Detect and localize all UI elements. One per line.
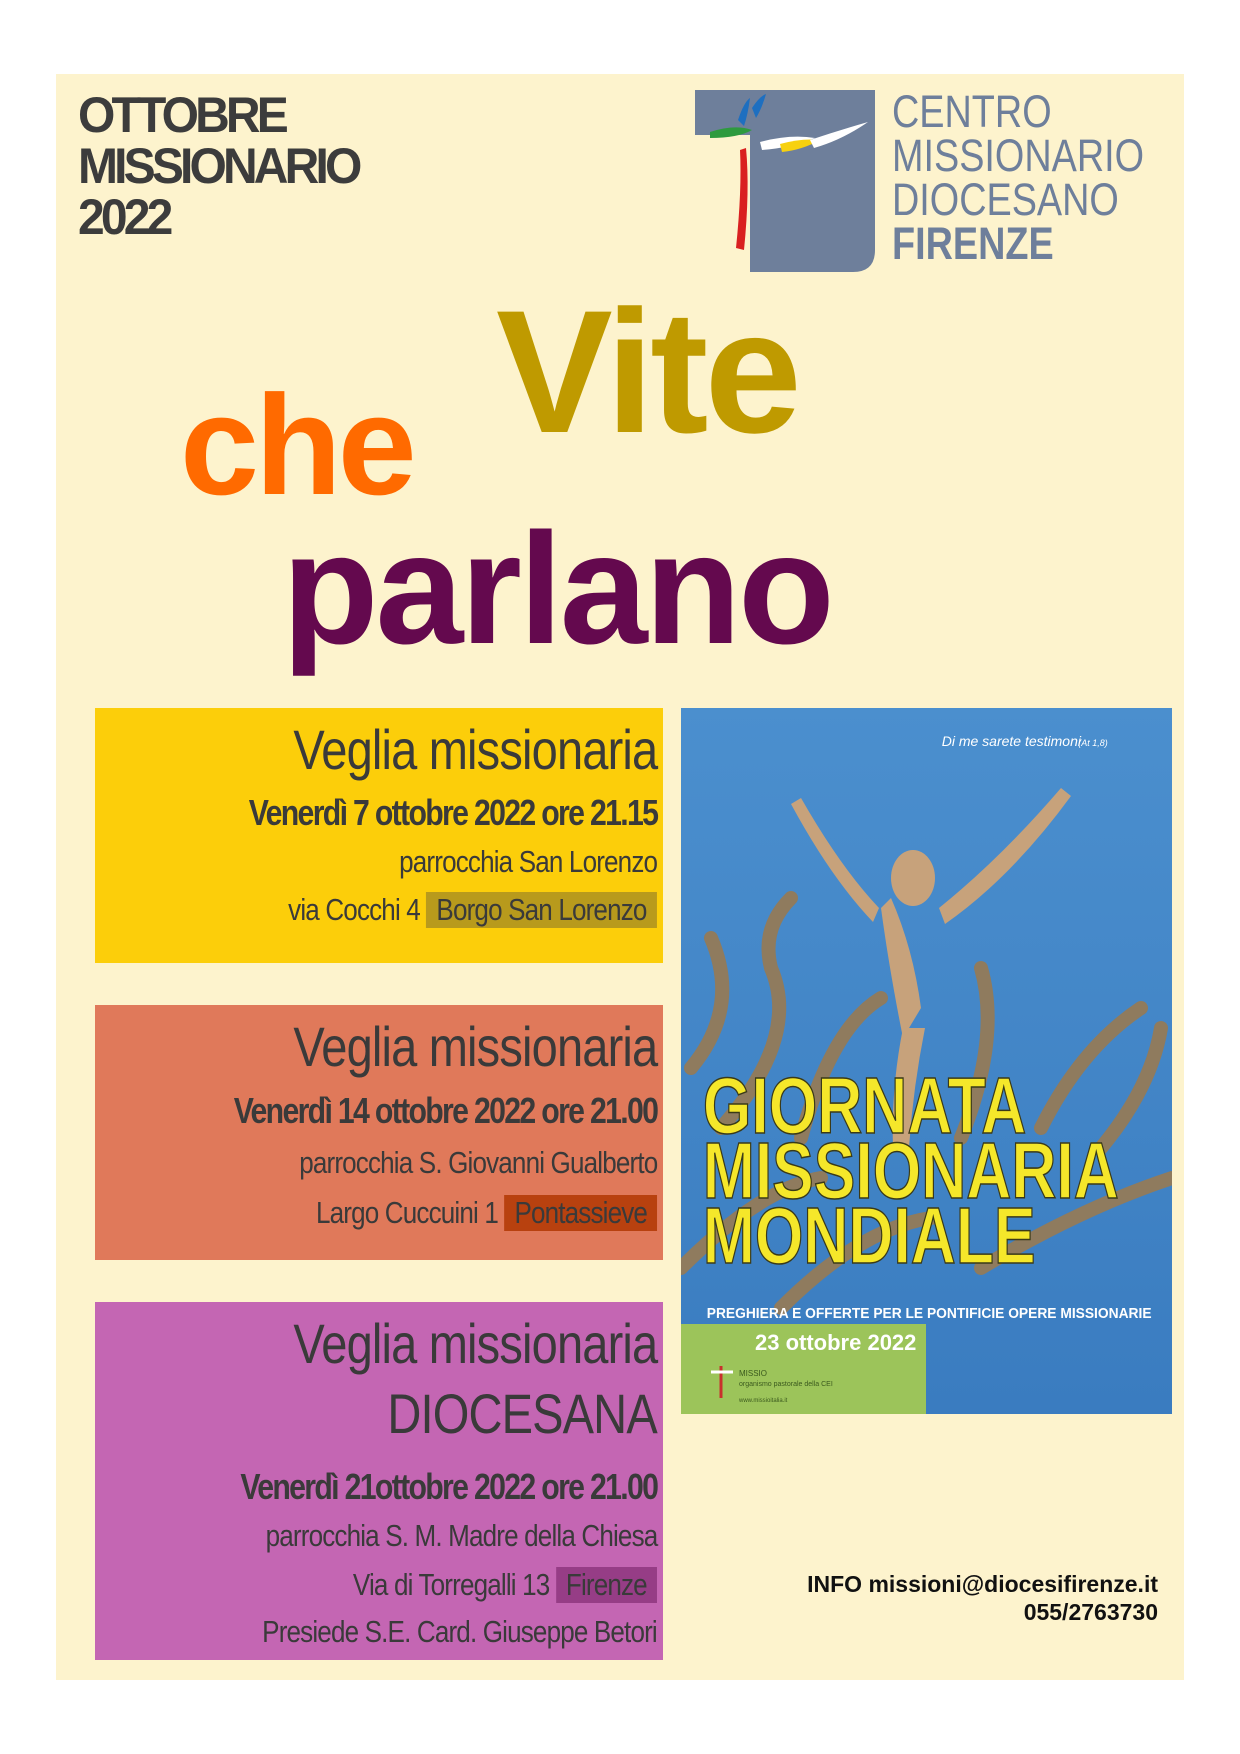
- event-card-2: [95, 1005, 663, 1260]
- event-1-parish: parrocchia San Lorenzo: [398, 844, 657, 879]
- contact-phone: 055/2763730: [1023, 1599, 1158, 1625]
- cross-logo-icon: [690, 90, 880, 272]
- logo-line-1: CENTRO: [892, 86, 1052, 137]
- event-1-address: via Cocchi 4: [288, 892, 421, 927]
- gmm-subtitle: PREGHIERA E OFFERTE PER LE PONTIFICIE OPERE MISSIONARIE: [706, 1305, 1152, 1323]
- contact-info: [807, 1570, 1158, 1626]
- event-3-heading: Veglia missionaria: [292, 1312, 657, 1375]
- event-2-address: Largo Cuccuini 1: [315, 1195, 498, 1230]
- gmm-url: www.missioitalia.it: [739, 1398, 788, 1404]
- event-card-3: [95, 1302, 663, 1660]
- heading-line-2: MISSIONARIO: [78, 138, 359, 194]
- event-2-date: Venerdì 14 ottobre 2022 ore 21.00: [233, 1090, 657, 1131]
- gmm-date: 23 ottobre 2022: [755, 1330, 917, 1355]
- event-2-place-badge: Pontassieve: [504, 1195, 657, 1231]
- gmm-org-desc: organismo pastorale della CEI: [739, 1381, 833, 1388]
- title-word-vite: Vite: [496, 275, 798, 470]
- heading-line-1: OTTOBRE: [78, 87, 285, 143]
- logo-line-4: FIRENZE: [892, 218, 1054, 269]
- giornata-missionaria-poster: [681, 708, 1172, 1414]
- event-1-place-badge: Borgo San Lorenzo: [427, 892, 657, 928]
- centro-missionario-logo-text: [892, 86, 1145, 269]
- event-3-place-badge: Firenze: [556, 1567, 657, 1603]
- event-3-date: Venerdì 21ottobre 2022 ore 21.00: [240, 1466, 657, 1507]
- event-card-1: [95, 708, 663, 963]
- event-3-address-line: [353, 1567, 657, 1603]
- gmm-title-line-1: GIORNATA: [702, 1061, 1027, 1151]
- gmm-org: MISSIO: [739, 1369, 768, 1378]
- logo-line-3: DIOCESANO: [892, 174, 1119, 225]
- event-3-heading-diocesana: DIOCESANA: [387, 1382, 657, 1445]
- event-1-address-line: [289, 892, 657, 928]
- event-3-presides: Presiede S.E. Card. Giuseppe Betori: [262, 1614, 657, 1649]
- heading-line-3: 2022: [78, 189, 170, 245]
- gmm-tagline: Di me sarete testimoni: [941, 733, 1081, 749]
- event-2-address-line: [316, 1195, 657, 1231]
- ottobre-missionario-heading: [78, 87, 359, 245]
- event-1-heading: Veglia missionaria: [292, 718, 657, 781]
- logo-line-2: MISSIONARIO: [892, 130, 1145, 181]
- gmm-tagline-ref: (At 1,8): [1078, 738, 1108, 748]
- title-word-che: che: [180, 366, 413, 525]
- contact-email: INFO missioni@diocesifirenze.it: [807, 1571, 1158, 1597]
- gmm-title-line-3: MONDIALE: [702, 1191, 1036, 1281]
- gmm-title-line-2: MISSIONARIA: [702, 1126, 1119, 1216]
- event-2-heading: Veglia missionaria: [292, 1015, 657, 1078]
- event-2-parish: parrocchia S. Giovanni Gualberto: [298, 1145, 657, 1180]
- title-word-parlano: parlano: [282, 501, 832, 677]
- event-3-parish: parrocchia S. M. Madre della Chiesa: [265, 1518, 657, 1553]
- event-3-address: Via di Torregalli 13: [352, 1567, 550, 1602]
- event-1-date: Venerdì 7 ottobre 2022 ore 21.15: [248, 792, 657, 833]
